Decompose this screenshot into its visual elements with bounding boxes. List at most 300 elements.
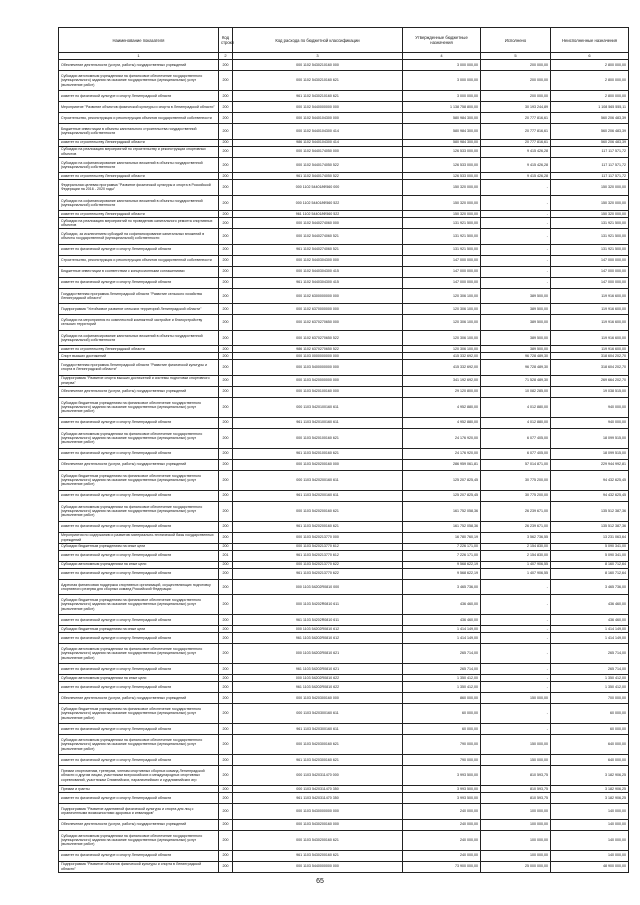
row-executed: 389 500,00 [481, 330, 551, 346]
row-classification-code: 000 1102 5440304300 415 [233, 266, 403, 277]
row-unexecuted: 60 000,00 [551, 724, 629, 735]
row-executed: - [481, 218, 551, 229]
row-line-code: 200 [219, 521, 233, 532]
row-line-code: 200 [219, 755, 233, 766]
row-unexecuted: 94 432 625,45 [551, 490, 629, 501]
row-approved: 147 000 000,00 [403, 277, 481, 288]
table-row [59, 626, 629, 633]
row-approved: 161 752 058,36 [403, 521, 481, 532]
row-line-code: 200 [219, 693, 233, 704]
row-line-code: 200 [219, 60, 233, 71]
row-line-code: 200 [219, 532, 233, 543]
row-unexecuted: 560 206 483,39 [551, 139, 629, 146]
row-executed: - [481, 664, 551, 675]
header-executed: Исполнено [481, 28, 551, 53]
column-number: 5 [481, 53, 551, 60]
row-indicator-name: комитет по физической культуре и спорту Ленинградской области [59, 615, 219, 626]
row-indicator-name: комитет по физической культуре и спорту Ленинградской области [59, 682, 219, 693]
row-approved: 1 350 412,00 [403, 675, 481, 682]
row-approved: 9 568 622,19 [403, 568, 481, 579]
row-indicator-name: комитет по физической культуре и спорту Ленинградской области [59, 633, 219, 644]
row-line-code: 200 [219, 735, 233, 755]
row-classification-code: 961 1102 5440174050 522 [233, 173, 403, 180]
row-approved: 265 714,00 [403, 664, 481, 675]
row-unexecuted: 18 099 515,00 [551, 448, 629, 459]
header-line-code: Код строки [219, 28, 233, 53]
row-indicator-name: Мероприятия по содержанию и развитию материально-технической базы государственных учреждений [59, 532, 219, 543]
row-indicator-name: Подпрограмма "Устойчивое развитие сельских территорий Ленинградской области" [59, 304, 219, 315]
row-line-code: 200 [219, 615, 233, 626]
row-line-code: 200 [219, 543, 233, 550]
table-row [59, 330, 629, 346]
row-executed: 26 239 671,00 [481, 521, 551, 532]
row-executed: 389 500,00 [481, 346, 551, 353]
table-row [59, 428, 629, 448]
row-line-code: 200 [219, 91, 233, 102]
row-approved: 126 533 000,00 [403, 157, 481, 173]
row-unexecuted: 19 038 515,00 [551, 386, 629, 397]
row-unexecuted: 940 000,00 [551, 417, 629, 428]
row-indicator-name: Подпрограмма "Развитие спорта высших достижений и системы подготовки спортивного резерва" [59, 375, 219, 386]
row-unexecuted: 436 460,00 [551, 615, 629, 626]
table-row [59, 266, 629, 277]
header-approved: Утвержденные бюджетные назначения [403, 28, 481, 53]
row-executed: 810 593,75 [481, 766, 551, 786]
row-indicator-name: Обеспечение деятельности (услуги, работы) государственных учреждений [59, 819, 219, 830]
row-unexecuted: 265 714,00 [551, 644, 629, 664]
row-classification-code: 000 1103 5400000000 000 [233, 360, 403, 376]
row-unexecuted: 3 182 906,25 [551, 793, 629, 804]
row-unexecuted: 1 350 412,00 [551, 682, 629, 693]
row-line-code: 200 [219, 633, 233, 644]
row-classification-code: 000 1103 5420300160 621 [233, 735, 403, 755]
row-indicator-name: Адресная финансовая поддержка спортивных организаций, осуществляющих подготовку спортивного резерва для сборных команд Российской Федерации [59, 579, 219, 595]
row-executed: 810 593,75 [481, 786, 551, 793]
row-line-code: 200 [219, 664, 233, 675]
row-approved: 147 000 000,00 [403, 266, 481, 277]
row-classification-code: 000 1102 5440304300 000 [233, 255, 403, 266]
table-row [59, 71, 629, 91]
row-line-code: 200 [219, 470, 233, 490]
row-approved: 3 000 000,00 [403, 60, 481, 71]
row-indicator-name: комитет по физической культуре и спорту Ленинградской области [59, 91, 219, 102]
row-approved: 125 207 825,45 [403, 470, 481, 490]
row-line-code: 200 [219, 353, 233, 360]
row-approved: 60 000,00 [403, 724, 481, 735]
table-row [59, 704, 629, 724]
row-approved: 16 780 760,19 [403, 532, 481, 543]
row-unexecuted: 117 117 571,72 [551, 173, 629, 180]
row-unexecuted: 131 921 500,00 [551, 229, 629, 245]
table-row [59, 102, 629, 113]
row-line-code: 200 [219, 102, 233, 113]
column-number: 4 [403, 53, 481, 60]
row-line-code: 200 [219, 218, 233, 229]
table-body [59, 60, 629, 873]
row-unexecuted: 5 090 341,00 [551, 550, 629, 561]
table-row [59, 850, 629, 861]
row-unexecuted: 119 916 600,00 [551, 288, 629, 304]
row-classification-code: 000 1102 6370270650 522 [233, 330, 403, 346]
column-number: 2 [219, 53, 233, 60]
row-indicator-name: Субсидии бюджетным учреждениям на финансовое обеспечение государственного (муниципального) задания на оказание государственных (муниципальных) услуг (выполнение работ) [59, 470, 219, 490]
row-classification-code: 000 1102 5440274060 521 [233, 229, 403, 245]
row-approved: 7 226 171,00 [403, 550, 481, 561]
table-row [59, 244, 629, 255]
table-row [59, 561, 629, 568]
row-classification-code: 961 1103 54202R0810 611 [233, 615, 403, 626]
row-unexecuted: 117 117 571,72 [551, 157, 629, 173]
row-indicator-name: Субсидии автономным учреждениям на финансовое обеспечение государственного (муниципального) задания на оказание государственных (муниципальных) услуг (выполнение работ) [59, 830, 219, 850]
row-indicator-name: комитет по физической культуре и спорту Ленинградской области [59, 521, 219, 532]
row-unexecuted: 1 108 565 555,11 [551, 102, 629, 113]
row-executed: - [481, 244, 551, 255]
row-executed: 100 000,00 [481, 850, 551, 861]
row-classification-code: 000 1103 5420311470 350 [233, 786, 403, 793]
row-executed: - [481, 266, 551, 277]
row-classification-code: 000 1103 0000000000 000 [233, 353, 403, 360]
row-executed: 200 000,00 [481, 91, 551, 102]
row-indicator-name: комитет по физической культуре и спорту Ленинградской области [59, 664, 219, 675]
row-indicator-name: Субсидии на софинансирование капитальных вложений в объекты государственной (муниципальной) собственности [59, 157, 219, 173]
row-unexecuted: 135 512 387,36 [551, 501, 629, 521]
row-unexecuted: 1 414 149,00 [551, 633, 629, 644]
row-indicator-name: Обеспечение деятельности (услуги, работы) государственных учреждений [59, 693, 219, 704]
row-indicator-name: Федеральная целевая программа "Развитие физической культуры и спорта в Российской Федерации на 2016 - 2020 годы" [59, 180, 219, 196]
row-executed: - [481, 644, 551, 664]
row-unexecuted: 2 800 000,00 [551, 71, 629, 91]
row-classification-code: 961 1103 5420100160 621 [233, 448, 403, 459]
row-unexecuted: 150 320 000,00 [551, 195, 629, 211]
row-unexecuted: 640 000,00 [551, 735, 629, 755]
table-row [59, 448, 629, 459]
row-executed: 30 775 200,00 [481, 490, 551, 501]
table-row [59, 346, 629, 353]
row-line-code: 200 [219, 786, 233, 793]
table-row [59, 804, 629, 820]
row-line-code: 200 [219, 157, 233, 173]
row-line-code: 200 [219, 490, 233, 501]
row-line-code: 200 [219, 682, 233, 693]
row-executed: 6 077 405,00 [481, 448, 551, 459]
row-approved: 120 306 100,00 [403, 330, 481, 346]
row-approved: 126 533 000,00 [403, 146, 481, 157]
header-unexecuted: Неисполненные назначения [551, 28, 629, 53]
row-classification-code: 961 1103 5430200160 621 [233, 850, 403, 861]
row-indicator-name: Субсидии на реализацию мероприятий по проведению капитального ремонта спортивных объектов [59, 218, 219, 229]
row-line-code: 200 [219, 568, 233, 579]
row-classification-code: 000 1103 5420213770 622 [233, 561, 403, 568]
row-line-code: 200 [219, 804, 233, 820]
row-line-code: 200 [219, 819, 233, 830]
row-classification-code: 961 1103 5420311470 350 [233, 793, 403, 804]
row-classification-code: 961 1103 5420213770 612 [233, 550, 403, 561]
row-executed: 810 593,75 [481, 793, 551, 804]
row-approved: 126 533 000,00 [403, 173, 481, 180]
page-number: 65 [316, 878, 324, 885]
row-classification-code: 000 1102 6370270650 000 [233, 315, 403, 331]
row-classification-code: 000 1102 5430210160 000 [233, 60, 403, 71]
row-classification-code: 000 1103 5420200160 611 [233, 470, 403, 490]
row-line-code: 200 [219, 304, 233, 315]
row-executed: 1 407 906,55 [481, 561, 551, 568]
row-line-code: 200 [219, 595, 233, 615]
row-approved: 240 000,00 [403, 850, 481, 861]
row-executed: - [481, 724, 551, 735]
row-line-code: 200 [219, 448, 233, 459]
row-indicator-name: комитет по физической культуре и спорту Ленинградской области [59, 793, 219, 804]
row-indicator-name: Субсидии бюджетным учреждениям на финансовое обеспечение государственного (муниципального) задания на оказание государственных (муниципальных) услуг (выполнение работ) [59, 704, 219, 724]
row-classification-code: 000 1102 6300000000 000 [233, 288, 403, 304]
table-row [59, 459, 629, 470]
table-row [59, 315, 629, 331]
row-indicator-name: комитет по физической культуре и спорту Ленинградской области [59, 850, 219, 861]
row-approved: 790 000,00 [403, 735, 481, 755]
row-classification-code: 000 1103 54202R0810 611 [233, 595, 403, 615]
table-row [59, 786, 629, 793]
row-classification-code: 961 1103 5420200160 611 [233, 490, 403, 501]
row-classification-code: 000 1103 5420000000 000 [233, 375, 403, 386]
row-unexecuted: 13 231 063,64 [551, 532, 629, 543]
row-line-code: 200 [219, 386, 233, 397]
row-unexecuted: 48 900 000,00 [551, 861, 629, 872]
row-classification-code: 961 1103 54202R0810 612 [233, 633, 403, 644]
row-approved: 240 000,00 [403, 819, 481, 830]
table-row [59, 532, 629, 543]
row-executed: 30 775 200,00 [481, 470, 551, 490]
row-indicator-name: Субсидии, за исключением субсидий на софинансирование капитальных вложений в объекты государственной (муниципальной) собственности [59, 229, 219, 245]
table-row [59, 664, 629, 675]
row-line-code: 200 [219, 459, 233, 470]
row-executed: - [481, 195, 551, 211]
row-unexecuted: 8 160 712,64 [551, 561, 629, 568]
row-line-code: 200 [219, 146, 233, 157]
row-unexecuted: 560 206 483,39 [551, 113, 629, 124]
row-executed: 100 000,00 [481, 804, 551, 820]
row-classification-code: 000 1102 5440174050 000 [233, 146, 403, 157]
row-indicator-name: Субсидии автономным учреждениям на иные цели [59, 675, 219, 682]
row-indicator-name: комитет по строительству Ленинградской области [59, 346, 219, 353]
row-executed: 96 728 489,30 [481, 353, 551, 360]
row-executed: - [481, 229, 551, 245]
row-classification-code: 000 1103 5430000000 000 [233, 804, 403, 820]
table-row [59, 766, 629, 786]
row-line-code: 200 [219, 195, 233, 211]
row-classification-code: 000 1102 5440274060 000 [233, 218, 403, 229]
row-unexecuted: 3 182 906,25 [551, 766, 629, 786]
table-row [59, 157, 629, 173]
row-approved: 24 176 920,00 [403, 428, 481, 448]
row-indicator-name: Субсидии автономным учреждениям на финансовое обеспечение государственного (муниципального) задания на оказание государственных (муниципальных) услуг (выполнение работ) [59, 71, 219, 91]
table-row [59, 633, 629, 644]
row-executed: - [481, 211, 551, 218]
row-unexecuted: 700 000,00 [551, 693, 629, 704]
row-approved: 436 460,00 [403, 595, 481, 615]
row-line-code: 200 [219, 113, 233, 124]
table-row [59, 490, 629, 501]
row-approved: 3 993 500,00 [403, 766, 481, 786]
row-executed: 150 000,00 [481, 735, 551, 755]
row-unexecuted: 3 465 736,00 [551, 579, 629, 595]
row-approved: 580 984 300,00 [403, 139, 481, 146]
row-approved: 150 320 000,00 [403, 195, 481, 211]
row-line-code: 200 [219, 266, 233, 277]
row-unexecuted: 1 414 149,00 [551, 626, 629, 633]
row-approved: 161 752 058,36 [403, 501, 481, 521]
row-approved: 73 900 000,00 [403, 861, 481, 872]
row-classification-code: 000 1102 5430210160 621 [233, 71, 403, 91]
row-executed: 10 082 285,00 [481, 386, 551, 397]
table-row [59, 173, 629, 180]
row-executed: - [481, 255, 551, 266]
row-classification-code: 000 1103 5420300160 611 [233, 704, 403, 724]
row-unexecuted: 3 182 906,25 [551, 786, 629, 793]
row-unexecuted: 269 664 202,70 [551, 375, 629, 386]
row-executed: 4 012 880,00 [481, 417, 551, 428]
row-indicator-name: Субсидии автономным учреждениям на финансовое обеспечение государственного (муниципального) задания на оказание государственных (муниципальных) услуг (выполнение работ) [59, 428, 219, 448]
row-classification-code: 000 1102 544018Ф560 000 [233, 180, 403, 196]
row-line-code: 200 [219, 561, 233, 568]
row-approved: 125 207 825,45 [403, 490, 481, 501]
column-number: 3 [233, 53, 403, 60]
table-row [59, 861, 629, 872]
row-indicator-name: комитет по физической культуре и спорту Ленинградской области [59, 568, 219, 579]
row-unexecuted: 140 000,00 [551, 804, 629, 820]
row-line-code: 200 [219, 255, 233, 266]
row-unexecuted: 560 206 483,39 [551, 124, 629, 140]
table-row [59, 615, 629, 626]
row-indicator-name: комитет по физической культуре и спорту Ленинградской области [59, 550, 219, 561]
table-row [59, 735, 629, 755]
row-unexecuted: 265 714,00 [551, 664, 629, 675]
row-classification-code: 961 1103 54202R0810 621 [233, 664, 403, 675]
row-unexecuted: 119 916 600,00 [551, 315, 629, 331]
row-indicator-name: Подпрограмма "Развитие адаптивной физической культуры и спорта для лиц с ограниченными возможностями здоровья и инвалидов" [59, 804, 219, 820]
row-classification-code: 000 1102 5440104300 000 [233, 113, 403, 124]
row-executed: 20 777 816,61 [481, 113, 551, 124]
row-classification-code: 961 1103 5420300160 611 [233, 724, 403, 735]
row-unexecuted: 940 000,00 [551, 397, 629, 417]
row-unexecuted: 119 916 600,00 [551, 330, 629, 346]
row-executed: - [481, 615, 551, 626]
row-classification-code: 000 1102 6370000000 000 [233, 304, 403, 315]
row-executed: 4 012 880,00 [481, 397, 551, 417]
row-approved: 286 959 061,81 [403, 459, 481, 470]
table-row [59, 755, 629, 766]
row-executed: 100 000,00 [481, 819, 551, 830]
header-classification-code: Код расхода по бюджетной классификации [233, 28, 403, 53]
row-executed: 9 415 426,28 [481, 146, 551, 157]
row-line-code: 200 [219, 428, 233, 448]
row-approved: 265 714,00 [403, 644, 481, 664]
row-indicator-name: Премии и гранты [59, 786, 219, 793]
row-line-code: 201 [219, 550, 233, 561]
row-unexecuted: 140 000,00 [551, 819, 629, 830]
row-executed: 389 500,00 [481, 304, 551, 315]
row-approved: 1 138 758 800,00 [403, 102, 481, 113]
row-line-code: 200 [219, 277, 233, 288]
row-executed: 3 562 736,55 [481, 532, 551, 543]
row-unexecuted: 1 350 412,00 [551, 675, 629, 682]
row-classification-code: 961 1102 5430210160 621 [233, 91, 403, 102]
table-row [59, 304, 629, 315]
row-executed: 96 728 489,30 [481, 360, 551, 376]
row-executed: 9 415 426,28 [481, 157, 551, 173]
row-unexecuted: 147 000 000,00 [551, 277, 629, 288]
row-indicator-name: комитет по физической культуре и спорту Ленинградской области [59, 724, 219, 735]
row-indicator-name: Субсидии бюджетным учреждениям на финансовое обеспечение государственного (муниципального) задания на оказание государственных (муниципальных) услуг (выполнение работ) [59, 595, 219, 615]
row-indicator-name: комитет по строительству Ленинградской области [59, 211, 219, 218]
row-line-code: 200 [219, 675, 233, 682]
row-indicator-name: комитет по физической культуре и спорту Ленинградской области [59, 755, 219, 766]
row-approved: 240 000,00 [403, 830, 481, 850]
row-classification-code: 000 1103 54202R0810 000 [233, 579, 403, 595]
table-row [59, 579, 629, 595]
table-row [59, 550, 629, 561]
row-unexecuted: 2 800 000,00 [551, 60, 629, 71]
row-line-code: 200 [219, 229, 233, 245]
row-indicator-name: Субсидии автономным учреждениям на финансовое обеспечение государственного (муниципального) задания на оказание государственных (муниципальных) услуг (выполнение работ) [59, 735, 219, 755]
row-unexecuted: 150 320 000,00 [551, 211, 629, 218]
row-classification-code: 961 1103 5420300160 621 [233, 755, 403, 766]
table-row [59, 470, 629, 490]
row-classification-code: 000 1103 5420300160 000 [233, 693, 403, 704]
row-line-code: 200 [219, 417, 233, 428]
row-indicator-name: Субсидии бюджетным учреждениям на иные цели [59, 543, 219, 550]
row-indicator-name: Субсидии на мероприятия по комплексной компактной застройке и благоустройству сельских территорий [59, 315, 219, 331]
row-executed: 57 014 871,00 [481, 459, 551, 470]
row-unexecuted: 117 117 571,72 [551, 146, 629, 157]
table-row [59, 288, 629, 304]
row-approved: 4 952 880,00 [403, 397, 481, 417]
row-approved: 150 320 000,00 [403, 180, 481, 196]
table-row [59, 675, 629, 682]
table-row [59, 375, 629, 386]
row-line-code: 200 [219, 139, 233, 146]
row-line-code: 200 [219, 579, 233, 595]
row-unexecuted: 318 604 202,70 [551, 353, 629, 360]
row-line-code: 200 [219, 346, 233, 353]
row-classification-code: 000 1103 5430200160 621 [233, 830, 403, 850]
row-approved: 1 350 412,00 [403, 682, 481, 693]
row-approved: 120 306 100,00 [403, 346, 481, 353]
row-executed: - [481, 595, 551, 615]
row-indicator-name: Субсидии автономным учреждениям на финансовое обеспечение государственного (муниципального) задания на оказание государственных (муниципальных) услуг (выполнение работ) [59, 501, 219, 521]
table-row [59, 386, 629, 397]
row-executed: 1 407 906,55 [481, 568, 551, 579]
table-row [59, 595, 629, 615]
row-classification-code: 000 1103 5420213770 000 [233, 532, 403, 543]
row-classification-code: 961 1103 5420213770 622 [233, 568, 403, 579]
row-approved: 120 306 100,00 [403, 315, 481, 331]
row-classification-code: 000 1103 5440000000 000 [233, 861, 403, 872]
row-executed: - [481, 180, 551, 196]
row-indicator-name: Подпрограмма "Развитие объектов физической культуры и спорта в Ленинградской области" [59, 861, 219, 872]
row-classification-code: 000 1102 5440000000 000 [233, 102, 403, 113]
row-executed: 200 000,00 [481, 60, 551, 71]
row-approved: 131 921 500,00 [403, 244, 481, 255]
row-classification-code: 961 1102 5440274060 521 [233, 244, 403, 255]
table-row [59, 521, 629, 532]
row-classification-code: 961 1102 544018Ф560 522 [233, 211, 403, 218]
row-line-code: 200 [219, 501, 233, 521]
row-line-code: 200 [219, 360, 233, 376]
row-unexecuted: 131 921 500,00 [551, 218, 629, 229]
row-approved: 131 921 500,00 [403, 229, 481, 245]
row-unexecuted: 640 000,00 [551, 755, 629, 766]
row-indicator-name: Субсидии автономным учреждениям на иные цели [59, 561, 219, 568]
row-unexecuted: 436 460,00 [551, 595, 629, 615]
